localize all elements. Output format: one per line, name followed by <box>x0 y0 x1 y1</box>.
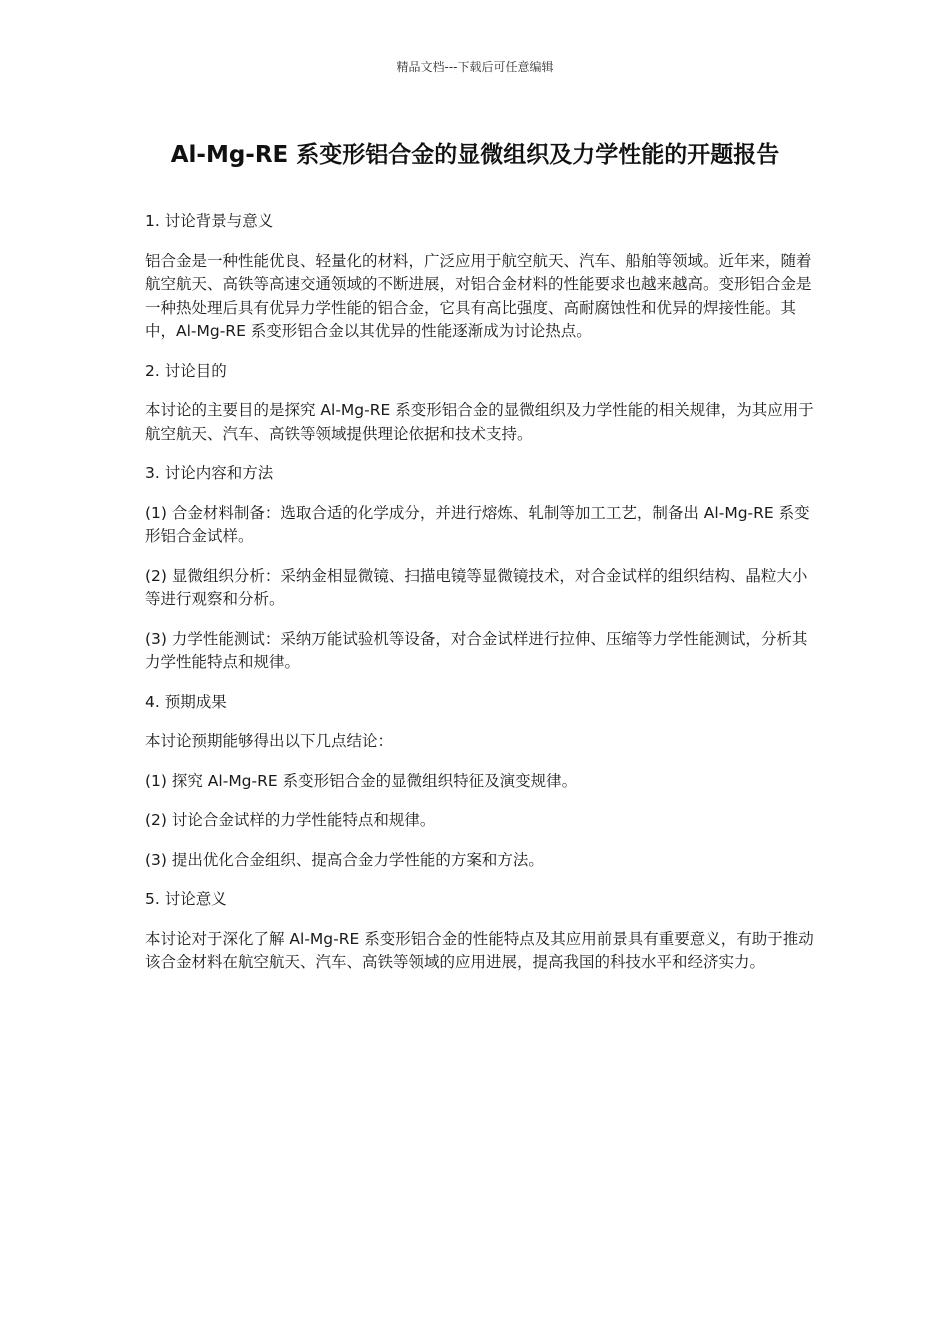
paragraph: (1) 合金材料制备：选取合适的化学成分，并进行熔炼、轧制等加工工艺，制备出 Al-Mg-RE 系变形铝合金试样。 <box>145 503 810 545</box>
section-heading: 2. 讨论目的 <box>145 361 227 380</box>
section-significance <box>145 888 817 975</box>
paragraph: 铝合金是一种性能优良、轻量化的材料，广泛应用于航空航天、汽车、船舶等领域。近年来，随着航空航天、高铁等高速交通领域的不断进展，对铝合金材料的性能要求也越来越高。变形铝合金是一种热处理后具有优异力学性能的铝合金，它具有高比强度、高耐腐蚀性和优异的焊接性能。其中，Al-Mg-RE 系变形铝合金以其优异的性能逐渐成为讨论热点。 <box>145 251 812 340</box>
section-content-methods <box>145 462 817 675</box>
section-heading: 4. 预期成果 <box>145 692 227 711</box>
paragraph: 本讨论对于深化了解 Al-Mg-RE 系变形铝合金的性能特点及其应用前景具有重要意义，有助于推动该合金材料在航空航天、汽车、高铁等领域的应用进展，提高我国的科技水平和经济实力。 <box>145 929 814 971</box>
section-purpose <box>145 360 817 447</box>
section-heading: 1. 讨论背景与意义 <box>145 212 274 230</box>
header-note: 精品文档---下载后可任意编辑 <box>396 60 554 74</box>
section-heading: 5. 讨论意义 <box>145 890 227 908</box>
paragraph: (2) 讨论合金试样的力学性能特点和规律。 <box>145 811 436 829</box>
paragraph: (3) 提出优化合金组织、提高合金力学性能的方案和方法。 <box>145 850 544 869</box>
section-heading: 3. 讨论内容和方法 <box>145 464 274 482</box>
section-background <box>145 210 817 344</box>
paragraph: (1) 探究 Al-Mg-RE 系变形铝合金的显微组织特征及演变规律。 <box>145 771 578 790</box>
document-body <box>145 210 817 991</box>
paragraph: (2) 显微组织分析：采纳金相显微镜、扫描电镜等显微镜技术，对合金试样的组织结构、晶粒大小等进行观察和分析。 <box>145 566 808 608</box>
paragraph: (3) 力学性能测试：采纳万能试验机等设备，对合金试样进行拉伸、压缩等力学性能测试，分析其力学性能特点和规律。 <box>145 629 808 671</box>
page-title: Al-Mg-RE 系变形铝合金的显微组织及力学性能的开题报告 <box>170 142 780 168</box>
section-expected-results <box>145 691 817 873</box>
paragraph: 本讨论的主要目的是探究 Al-Mg-RE 系变形铝合金的显微组织及力学性能的相关规律，为其应用于航空航天、汽车、高铁等领域提供理论依据和技术支持。 <box>145 401 814 443</box>
paragraph: 本讨论预期能够得出以下几点结论： <box>145 732 394 750</box>
